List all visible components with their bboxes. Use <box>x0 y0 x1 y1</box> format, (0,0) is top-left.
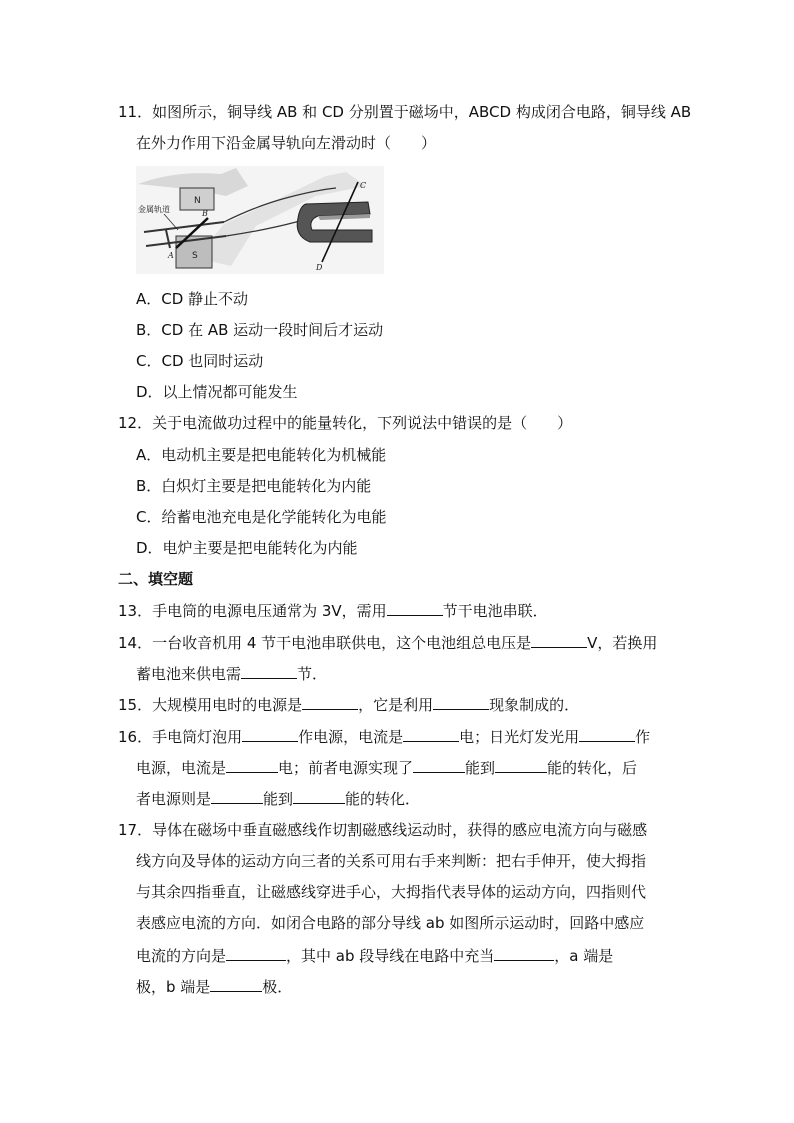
answer-blank[interactable] <box>531 632 587 648</box>
answer-blank[interactable] <box>495 757 547 773</box>
q16-line3 <box>136 788 420 809</box>
answer-blank[interactable] <box>579 726 635 742</box>
q13-text-b: 节干电池串联． <box>442 602 548 620</box>
q11-option-a: A．CD 静止不动 <box>136 290 249 308</box>
q15-text-c: 现象制成的． <box>489 696 580 714</box>
q16-line1 <box>118 726 650 747</box>
q17-line2: 线方向及导体的运动方向三者的关系可用右手来判断：把右手伸开，使大拇指 <box>136 852 647 870</box>
label-s: S <box>192 251 198 261</box>
q11-line1: 11．如图所示，铜导线 AB 和 CD 分别置于磁场中，ABCD 构成闭合电路，铜导线 AB <box>118 103 692 121</box>
q12-option-a: A．电动机主要是把电能转化为机械能 <box>136 446 387 464</box>
q13-text-a: 13．手电筒的电源电压通常为 3V，需用 <box>118 602 387 620</box>
q17-line5 <box>136 945 613 966</box>
answer-blank[interactable] <box>413 757 465 773</box>
answer-blank[interactable] <box>387 600 443 616</box>
answer-blank[interactable] <box>403 726 459 742</box>
label-n: N <box>194 196 201 206</box>
label-rail: 金属轨道 <box>138 205 170 214</box>
q12-option-b: B．白炽灯主要是把电能转化为内能 <box>136 477 372 495</box>
q11-line2: 在外力作用下沿金属导轨向左滑动时（ ） <box>136 134 437 152</box>
answer-blank[interactable] <box>433 694 489 710</box>
q16-text-h: 能的转化，后 <box>547 759 638 777</box>
q14-text-b: V，若换用 <box>587 634 658 652</box>
q16-text-i: 者电源则是 <box>136 790 212 808</box>
label-b: B <box>202 209 208 218</box>
q16-text-c: 电；日光灯发光用 <box>459 728 580 746</box>
q14-line2 <box>136 663 327 684</box>
q17-line4: 表感应电流的方向．如闭合电路的部分导线 ab 如图所示运动时，回路中感应 <box>136 914 645 932</box>
q12-option-d: D．电炉主要是把电能转化为内能 <box>136 539 358 557</box>
q16-text-j: 能到 <box>263 790 294 808</box>
q16-text-e: 电源，电流是 <box>136 759 227 777</box>
label-c: C <box>360 181 367 190</box>
q16-text-b: 作电源，电流是 <box>298 728 404 746</box>
q14-text-c: 蓄电池来供电需 <box>136 665 242 683</box>
q17-text-5c: ，a 端是 <box>554 947 614 965</box>
answer-blank[interactable] <box>226 757 278 773</box>
q15-line <box>118 694 579 715</box>
q16-text-k: 能的转化． <box>345 790 421 808</box>
q15-text-b: ，它是利用 <box>358 696 434 714</box>
q11-option-d: D．以上情况都可能发生 <box>136 383 298 401</box>
q17-line6 <box>136 976 292 997</box>
q17-text-5b: ，其中 ab 段导线在电路中充当 <box>286 947 495 965</box>
q16-line2 <box>136 757 637 778</box>
answer-blank[interactable] <box>210 976 262 992</box>
q14-text-d: 节． <box>297 665 328 683</box>
answer-blank[interactable] <box>302 694 358 710</box>
q16-text-d: 作 <box>635 728 651 746</box>
q16-text-f: 电；前者电源实现了 <box>278 759 414 777</box>
q14-text-a: 14．一台收音机用 4 节干电池串联供电，这个电池组总电压是 <box>118 634 532 652</box>
label-a: A <box>168 251 174 260</box>
answer-blank[interactable] <box>226 945 286 961</box>
q13-line <box>118 600 548 621</box>
label-d: D <box>316 263 323 272</box>
q11-option-c: C．CD 也同时运动 <box>136 352 264 370</box>
q17-text-5a: 电流的方向是 <box>136 947 227 965</box>
answer-blank[interactable] <box>494 945 554 961</box>
answer-blank[interactable] <box>241 663 297 679</box>
q16-text-a: 16．手电筒灯泡用 <box>118 728 243 746</box>
q11-figure <box>136 166 384 274</box>
q17-text-6b: 极． <box>262 978 293 996</box>
q17-line1: 17．导体在磁场中垂直磁感线作切割磁感线运动时，获得的感应电流方向与磁感 <box>118 821 648 839</box>
answer-blank[interactable] <box>211 788 263 804</box>
answer-blank[interactable] <box>242 726 298 742</box>
q12-option-c: C．给蓄电池充电是化学能转化为电能 <box>136 508 387 526</box>
section-heading: 二、填空题 <box>118 570 194 588</box>
q17-line3: 与其余四指垂直，让磁感线穿进手心，大拇指代表导体的运动方向，四指则代 <box>136 883 647 901</box>
q17-text-6a: 极，b 端是 <box>136 978 211 996</box>
q12-line1: 12．关于电流做功过程中的能量转化，下列说法中错误的是（ ） <box>118 414 573 432</box>
answer-blank[interactable] <box>293 788 345 804</box>
q16-text-g: 能到 <box>465 759 496 777</box>
q11-option-b: B．CD 在 AB 运动一段时间后才运动 <box>136 321 384 339</box>
q14-line1 <box>118 632 657 653</box>
q15-text-a: 15．大规模用电时的电源是 <box>118 696 303 714</box>
